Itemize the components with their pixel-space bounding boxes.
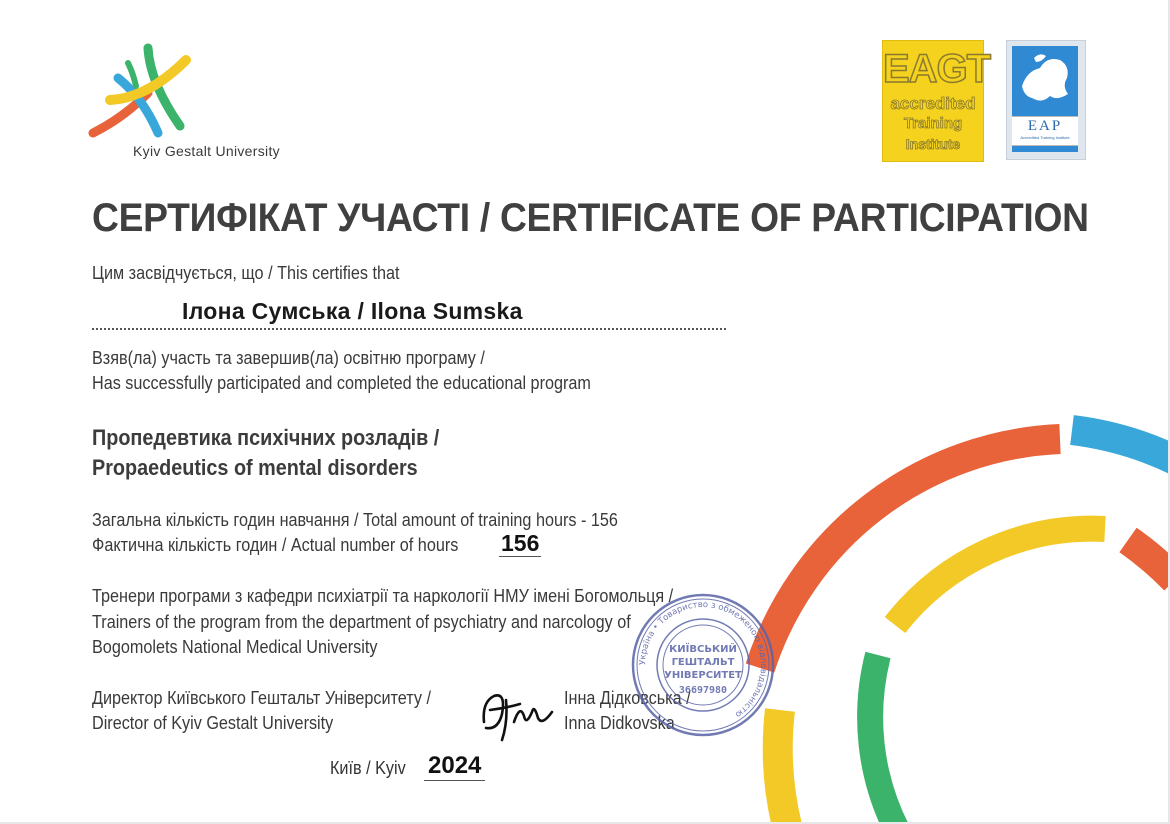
completed-line-en: Has successfully participated and completed the educational program: [92, 373, 591, 393]
certificate-title: СЕРТИФІКАТ УЧАСТІ / CERTIFICATE OF PARTICIPATION: [92, 196, 1089, 240]
eap-label: [1012, 116, 1078, 146]
arc-yellow-inner: [895, 529, 1105, 625]
director-title-uk: Директор Київського Гештальт Університету /: [92, 688, 431, 708]
eagt-line-3: Institute: [905, 136, 961, 152]
director-title-en: Director of Kyiv Gestalt University: [92, 713, 334, 733]
arc-blue: [1072, 430, 1170, 460]
certifies-line: Цим засвідчується, що / This certifies that: [92, 263, 400, 283]
eap-subtitle: Accredited Training Institute: [1020, 135, 1070, 140]
program-title-uk: Пропедевтика психічних розладів /: [92, 425, 440, 450]
eap-europe-map: [1012, 46, 1078, 152]
trainers-line-3: Bogomolets National Medical University: [92, 637, 378, 657]
eagt-line-1: accredited: [890, 94, 976, 113]
arc-orange-small: [1128, 540, 1170, 580]
city: Київ / Kyiv: [330, 758, 406, 778]
official-stamp: [628, 590, 778, 740]
university-name: Kyiv Gestalt University: [133, 143, 280, 159]
director-signature: [476, 682, 558, 744]
actual-hours-value: 156: [501, 530, 540, 556]
program-title-en: Propaedeutics of mental disorders: [92, 455, 418, 480]
stamp-line-3: УНІВЕРСИТЕТ: [664, 670, 742, 681]
actual-hours-label: Фактична кількість годин / Actual number of hours: [92, 535, 459, 555]
name-underline: [92, 326, 726, 330]
director-name-en: Inna Didkovska: [564, 713, 675, 733]
recipient-name: Ілона Сумська / Ilona Sumska: [182, 298, 523, 324]
eagt-title: EAGT: [883, 47, 991, 91]
eagt-accreditation-logo: [882, 40, 991, 162]
stamp-outer-text: Україна • Товариство з обмеженою відповідальністю: [637, 599, 769, 720]
eagt-line-2: Training: [903, 115, 963, 132]
stamp-code: 36697980: [678, 685, 728, 696]
eap-text: EAP: [1027, 118, 1063, 134]
kyiv-gestalt-university-logo: [88, 38, 308, 168]
arc-green: [870, 655, 897, 824]
kgu-emblem-icon: [88, 38, 198, 143]
stamp-line-2: ГЕШТАЛЬТ: [671, 657, 735, 668]
year: 2024: [424, 752, 485, 781]
trainers-line-1: Тренери програми з кафедри психіатрії та наркології НМУ імені Богомольця /: [92, 586, 674, 606]
eap-accreditation-logo: [1006, 40, 1086, 160]
europe-map-icon: [1012, 46, 1078, 116]
stamp-line-1: КИЇВСЬКИЙ: [669, 644, 737, 655]
director-name-uk: Інна Дідковська /: [564, 688, 691, 708]
total-hours-line: Загальна кількість годин навчання / Total amount of training hours - 156: [92, 510, 618, 530]
arc-yellow-outer: [778, 710, 788, 824]
completed-line-uk: Взяв(ла) участь та завершив(ла) освітню програму /: [92, 348, 485, 368]
trainers-line-2: Trainers of the program from the department of psychiatry and narcology of: [92, 612, 631, 632]
